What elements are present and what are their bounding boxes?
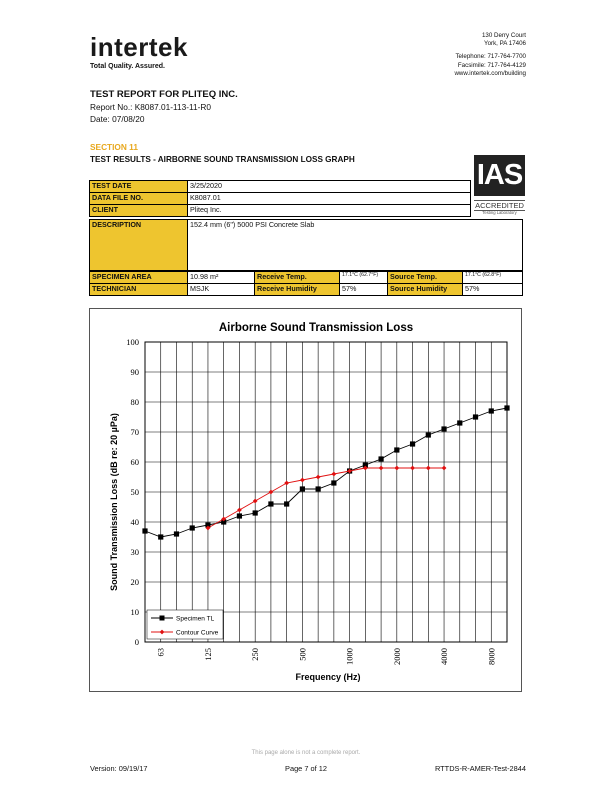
contour-curve-point: [237, 508, 242, 513]
specimen-tl-point: [316, 486, 321, 491]
y-tick-label: 50: [130, 487, 139, 497]
section-title: TEST RESULTS - AIRBORNE SOUND TRANSMISSION LOSS GRAPH: [90, 155, 355, 164]
y-tick-label: 100: [126, 337, 139, 347]
specimen-tl-point: [457, 420, 462, 425]
section-number: SECTION 11: [90, 142, 138, 152]
description-value: 152.4 mm (6") 5000 PSI Concrete Slab: [188, 220, 523, 271]
x-tick-label: 63: [155, 648, 166, 657]
specimen-tl-point: [253, 510, 258, 515]
y-tick-label: 0: [134, 637, 139, 647]
x-tick-label: 500: [297, 648, 308, 661]
technician-label: TECHNICIAN: [90, 284, 188, 296]
data-file-value: K8087.01: [188, 193, 471, 205]
contour-curve-point: [300, 478, 305, 483]
y-tick-label: 90: [130, 367, 139, 377]
test-date-value: 3/25/2020: [188, 181, 471, 193]
contour-curve-point: [316, 475, 321, 480]
footer-doc-id: RTTDS-R-AMER-Test-2844: [434, 764, 526, 773]
specimen-tl-point: [504, 405, 509, 410]
legend-marker: [160, 616, 165, 621]
specimen-tl-point: [394, 447, 399, 452]
contour-curve-point: [394, 466, 399, 471]
logo-tagline: Total Quality. Assured.: [90, 63, 165, 70]
specimen-tl-point: [378, 456, 383, 461]
test-date-label: TEST DATE: [90, 181, 188, 193]
specimen-tl-point: [410, 441, 415, 446]
receive-temp-value: 17.1°C (62.7°F): [340, 272, 388, 284]
specimen-tl-point: [426, 432, 431, 437]
legend-label: Specimen TL: [176, 615, 215, 623]
report-title: TEST REPORT FOR PLITEQ INC.: [90, 89, 238, 100]
specimen-tl-point: [268, 501, 273, 506]
contour-curve-point: [426, 466, 431, 471]
specimen-tl-point: [158, 534, 163, 539]
data-file-label: DATA FILE NO.: [90, 193, 188, 205]
contour-curve-point: [284, 481, 289, 486]
facsimile: Facsimile: 717-764-4129: [457, 61, 526, 69]
y-tick-label: 70: [130, 427, 139, 437]
y-tick-label: 40: [130, 517, 139, 527]
x-tick-label: 1000: [344, 648, 355, 665]
contour-curve-point: [379, 466, 384, 471]
receive-temp-label: Receive Temp.: [255, 272, 340, 284]
specimen-tl-point: [174, 531, 179, 536]
report-date: Date: 07/08/20: [90, 114, 145, 124]
ias-logo: IAS: [474, 155, 525, 196]
x-tick-label: 125: [202, 648, 213, 661]
chart-y-axis-label: Sound Transmission Loss (dB re: 20 µPa): [109, 413, 119, 591]
address-line-2: York, PA 17406: [484, 40, 526, 48]
contour-curve-point: [253, 499, 258, 504]
y-tick-label: 20: [130, 577, 139, 587]
specimen-tl-point: [284, 501, 289, 506]
chart-title: Airborne Sound Transmission Loss: [218, 322, 414, 334]
description-label: DESCRIPTION: [90, 220, 188, 271]
footer-version: Version: 09/19/17: [90, 764, 148, 773]
technician-value: MSJK: [188, 284, 255, 296]
stl-chart: [90, 309, 521, 691]
source-humidity-label: Source Humidity: [388, 284, 463, 296]
report-number: Report No.: K8087.01-113-11-R0: [90, 102, 211, 112]
series-line: [208, 468, 444, 528]
contact-block: [454, 32, 526, 78]
client-label: CLIENT: [90, 205, 188, 217]
specimen-tl-point: [190, 525, 195, 530]
conditions-table: [89, 271, 523, 296]
specimen-tl-point: [300, 486, 305, 491]
specimen-area-label: SPECIMEN AREA: [90, 272, 188, 284]
y-tick-label: 30: [130, 547, 139, 557]
x-tick-label: 250: [250, 648, 261, 661]
specimen-tl-point: [331, 480, 336, 485]
client-value: Pliteq Inc.: [188, 205, 471, 217]
y-tick-label: 80: [130, 397, 139, 407]
specimen-tl-point: [473, 414, 478, 419]
intertek-logo: intertek: [90, 32, 188, 62]
receive-humidity-value: 57%: [340, 284, 388, 296]
telephone: Telephone: 717-764-7700: [455, 53, 526, 61]
contour-curve-point: [410, 466, 415, 471]
chart-x-axis-label: Frequency (Hz): [295, 672, 361, 682]
x-tick-label: 2000: [391, 648, 402, 665]
y-tick-label: 60: [130, 457, 139, 467]
x-tick-label: 8000: [486, 648, 497, 665]
chart-frame: [89, 308, 522, 692]
footer-note: This page alone is not a complete report.: [251, 750, 361, 756]
description-table: [89, 219, 523, 271]
specimen-tl-point: [142, 528, 147, 533]
specimen-tl-point: [237, 513, 242, 518]
series-line: [145, 408, 507, 537]
ias-accredited: ACCREDITED: [475, 201, 524, 210]
receive-humidity-label: Receive Humidity: [255, 284, 340, 296]
contour-curve-point: [269, 490, 274, 495]
address-line-1: 130 Derry Court: [481, 32, 526, 39]
specimen-tl-point: [489, 408, 494, 413]
specimen-tl-point: [441, 426, 446, 431]
legend-label: Contour Curve: [176, 629, 219, 637]
contour-curve-point: [331, 472, 336, 477]
specimen-area-value: 10.98 m²: [188, 272, 255, 284]
x-tick-label: 4000: [439, 648, 450, 665]
source-temp-value: 17.1°C (62.8°F): [463, 272, 523, 284]
y-tick-label: 10: [130, 607, 139, 617]
website: www.intertek.com/building: [454, 69, 526, 77]
source-humidity-value: 57%: [463, 284, 523, 296]
ias-lab: Testing Laboratory: [482, 210, 517, 215]
source-temp-label: Source Temp.: [388, 272, 463, 284]
contour-curve-point: [442, 466, 447, 471]
test-info-table: [89, 180, 471, 217]
footer-page: Page 7 of 12: [285, 764, 327, 773]
